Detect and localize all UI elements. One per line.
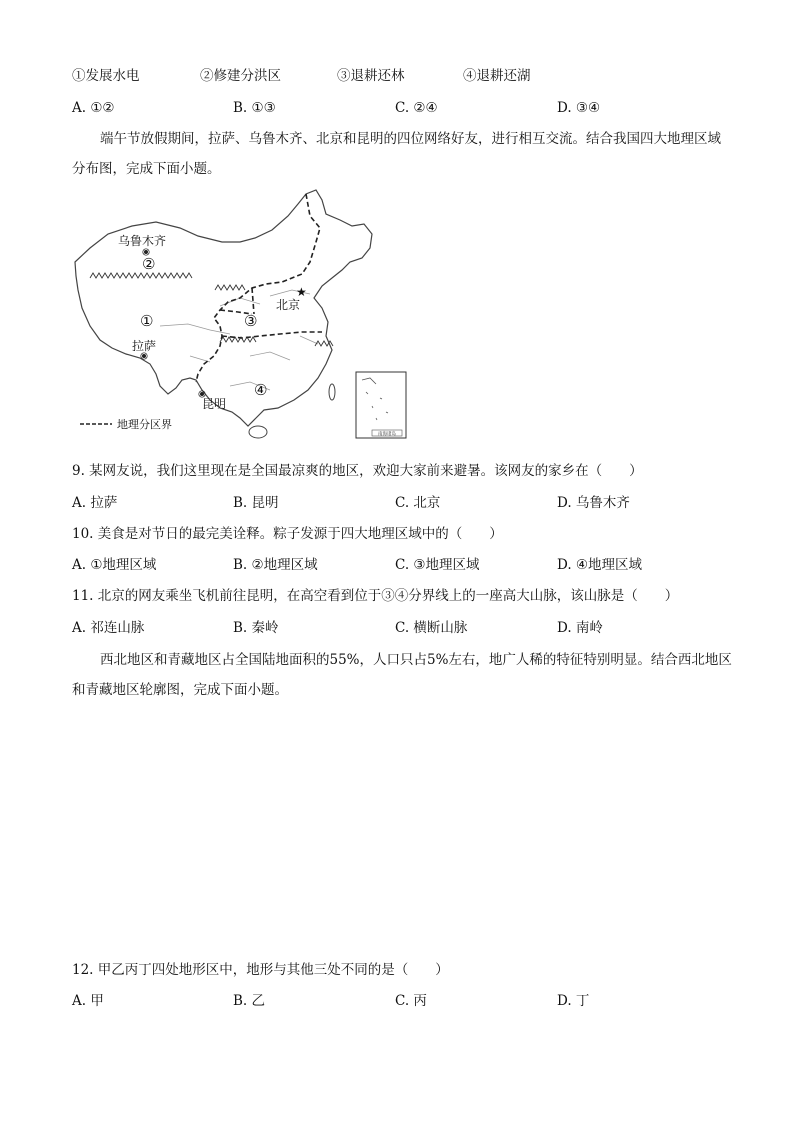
question-11-stem: 11. 北京的网友乘坐飞机前往昆明，在高空看到位于③④分界线上的一座高大山脉，该山脉是（ ） [72,588,679,604]
city-beijing-label: 北京 [276,298,301,312]
intro-text-2: 西北地区和青藏地区占全国陆地面积的55%，人口只占5%左右，地广人稀的特征特别明显。结合西北地区和青藏地区轮廓图，完成下面小题。 [72,652,732,698]
south-sea-inset [356,372,406,438]
q11-option-a[interactable]: A. 祁连山脉 [72,620,145,636]
q12-option-c[interactable]: C. 丙 [395,993,427,1009]
intro-paragraph-1 [72,124,732,184]
option-item-2: ②修建分洪区 [200,68,281,84]
region-4-label: ④ [254,381,268,399]
q9-option-b[interactable]: B. 昆明 [233,495,279,511]
choice-a[interactable]: A. ①② [72,100,115,116]
hainan-island [249,426,267,438]
q11-option-c[interactable]: C. 横断山脉 [395,620,468,636]
beijing-star-icon: ★ [296,285,307,299]
taiwan-island [329,384,335,400]
option-item-1: ①发展水电 [72,68,140,84]
region-3-label: ③ [244,312,258,330]
legend-label: 地理分区界 [117,418,172,431]
china-outline [75,190,372,426]
inset-label: 南海诸岛 [378,432,396,437]
choice-b[interactable]: B. ①③ [233,100,276,116]
q10-option-a[interactable]: A. ①地理区域 [72,557,157,573]
q9-option-d[interactable]: D. 乌鲁木齐 [557,495,630,511]
q10-option-d[interactable]: D. ④地理区域 [557,557,643,573]
question-9-stem: 9. 某网友说，我们这里现在是全国最凉爽的地区，欢迎大家前来避暑。该网友的家乡在（ ） [72,463,643,479]
city-urumqi-label: 乌鲁木齐 [118,234,167,248]
question-12-stem: 12. 甲乙丙丁四处地形区中，地形与其他三处不同的是（ ） [72,962,449,978]
option-item-3: ③退耕还林 [337,68,405,84]
intro-text-1: 端午节放假期间，拉萨、乌鲁木齐、北京和昆明的四位网络好友，进行相互交流。结合我国四大地理区域分布图，完成下面小题。 [72,131,721,177]
q10-option-c[interactable]: C. ③地理区域 [395,557,480,573]
q9-option-c[interactable]: C. 北京 [395,495,441,511]
q9-option-a[interactable]: A. 拉萨 [72,495,118,511]
region-1-label: ① [140,312,154,330]
intro-paragraph-2 [72,645,732,705]
q11-option-d[interactable]: D. 南岭 [557,620,603,636]
q12-option-a[interactable]: A. 甲 [72,993,104,1009]
china-region-map [70,186,415,444]
region-2-label: ② [142,255,156,273]
question-10-stem: 10. 美食是对节日的最完美诠释。粽子发源于四大地理区域中的（ ） [72,526,503,542]
q12-option-d[interactable]: D. 丁 [557,993,590,1009]
q12-option-b[interactable]: B. 乙 [233,993,266,1009]
choice-c[interactable]: C. ②④ [395,100,438,116]
option-item-4: ④退耕还湖 [463,68,531,84]
choice-d[interactable]: D. ③④ [557,100,601,116]
q10-option-b[interactable]: B. ②地理区域 [233,557,318,573]
city-lhasa-label: 拉萨 [132,339,157,353]
q11-option-b[interactable]: B. 秦岭 [233,620,279,636]
region-boundary [222,332,322,338]
city-kunming-label: 昆明 [202,397,227,411]
